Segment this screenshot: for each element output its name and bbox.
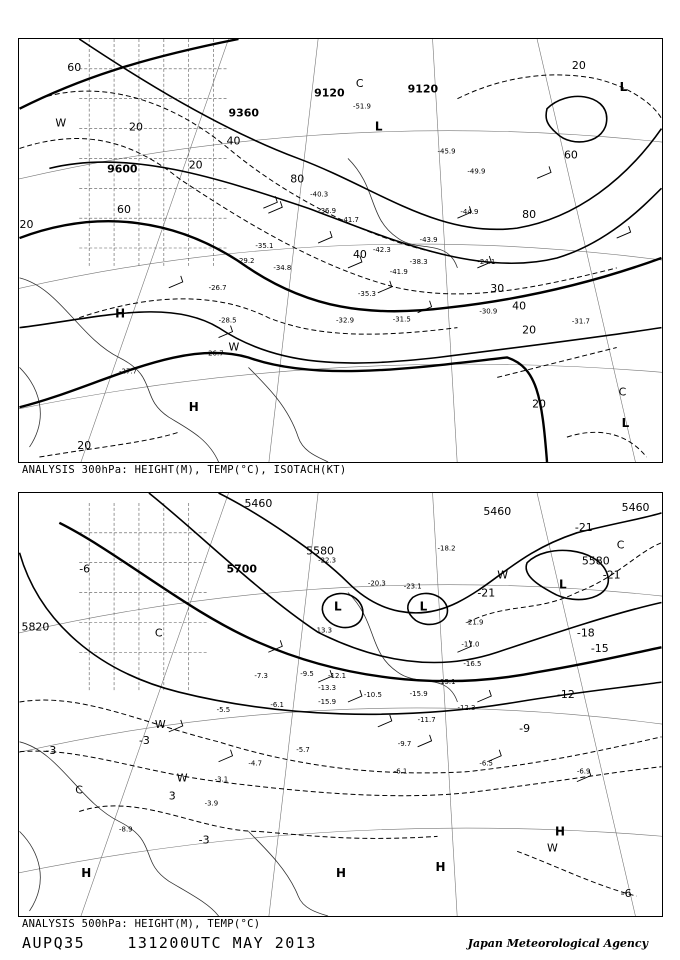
temp-label: -34.8 — [273, 263, 292, 272]
issuer-credit: Japan Meteorological Agency — [467, 937, 648, 950]
cold-center: C — [355, 76, 364, 90]
height-contour — [59, 520, 661, 681]
coast-west — [20, 831, 41, 911]
isotach-label: 20 — [77, 439, 92, 453]
isotherm-label: -21 — [602, 568, 621, 582]
temp-label: -6.5 — [479, 759, 493, 768]
isotherm-label: -6 — [79, 562, 91, 576]
isotach-label: 20 — [522, 323, 537, 337]
isotach-label: 40 — [512, 299, 527, 313]
high-center: H — [115, 306, 126, 321]
isotach-label: 60 — [67, 60, 82, 74]
warm-center: W — [55, 116, 67, 130]
temp-label: -24.1 — [477, 257, 496, 266]
height-label: 5460 — [483, 504, 512, 518]
high-center: H — [554, 824, 565, 839]
height-label: 9600 — [107, 162, 138, 176]
temp-label: -6.1 — [393, 767, 408, 776]
temp-label: -12.3 — [457, 703, 476, 712]
height-contour — [20, 221, 662, 311]
hatch-lines — [89, 503, 189, 692]
temp-label: -15.9 — [409, 690, 428, 699]
low-center: L — [621, 416, 630, 431]
height-label: 5580 — [306, 544, 335, 558]
height-label: 9120 — [314, 86, 345, 100]
cold-hatch-region — [79, 503, 208, 692]
temp-label: -32.9 — [336, 316, 355, 325]
isotherm-label: -18 — [576, 626, 595, 640]
isotherm — [517, 851, 636, 896]
chart-id: AUPQ35 — [22, 934, 86, 952]
temp-label: -3.1 — [214, 775, 229, 784]
isotherm — [20, 751, 662, 796]
temp-label: -42.3 — [372, 245, 391, 254]
temp-label: -16.5 — [463, 660, 482, 669]
isotach-contours — [20, 75, 662, 457]
low-center: L — [334, 599, 342, 614]
temp-label: -31.5 — [392, 315, 411, 324]
temp-label: -13.3 — [314, 626, 333, 635]
temp-label: -41.7 — [340, 216, 359, 225]
height-label: 5820 — [21, 620, 50, 634]
height-contour — [219, 493, 662, 613]
isotach-label: 80 — [290, 172, 305, 186]
longitude-line — [268, 39, 318, 462]
isotherm-contours — [20, 543, 662, 896]
analysis-500hpa-map — [18, 492, 663, 917]
map-500-canvas — [19, 493, 662, 916]
temp-label: -11.7 — [417, 715, 436, 724]
longitude-line — [537, 39, 637, 462]
isotherm-label: -21 — [574, 520, 593, 534]
high-center: H — [81, 866, 92, 881]
temp-label: -41.9 — [389, 267, 408, 276]
warm-center: W — [154, 717, 166, 731]
temp-label: -4.7 — [248, 759, 263, 768]
temp-label: -45.9 — [437, 147, 456, 156]
temp-label: -9.5 — [300, 670, 314, 679]
temp-label: -35.1 — [255, 242, 274, 251]
cold-center: C — [75, 783, 83, 797]
isotherm-label: -15 — [590, 642, 609, 656]
warm-center: W — [228, 340, 240, 354]
temp-label: -29.2 — [236, 256, 255, 265]
hatch-lines — [79, 533, 208, 652]
temp-label: -43.9 — [419, 236, 438, 245]
temp-label: -51.9 — [352, 102, 371, 111]
temp-label: -17.0 — [461, 640, 480, 649]
high-center: H — [188, 400, 199, 415]
longitude-line — [79, 493, 228, 916]
temp-label: -8.9 — [119, 825, 133, 834]
cold-center: C — [616, 538, 625, 552]
longitude-line — [433, 39, 458, 462]
height-contour-closed-low — [546, 96, 607, 142]
isotach-label: 80 — [522, 208, 537, 222]
low-center: L — [374, 119, 383, 134]
low-center: L — [419, 599, 428, 614]
coast-japan — [248, 367, 328, 462]
isotach-label: 40 — [226, 134, 241, 148]
isotach-label: 20 — [129, 120, 143, 134]
isotach — [457, 75, 661, 119]
temp-label: -10.5 — [363, 691, 382, 700]
isotherm-label: -6 — [620, 887, 632, 901]
temperature-labels — [119, 103, 590, 376]
low-center: L — [558, 577, 567, 592]
temp-label: -20.3 — [367, 579, 386, 588]
high-center: H — [336, 866, 347, 881]
isotach-label: 60 — [563, 148, 578, 162]
temp-label: -44.9 — [460, 208, 479, 217]
height-label: 5580 — [581, 554, 610, 568]
graticule — [19, 39, 662, 462]
temp-label: -38.3 — [409, 257, 428, 266]
temp-label: -35.3 — [357, 289, 376, 298]
temp-label: -13.3 — [318, 684, 337, 693]
isotach-label: 20 — [19, 218, 34, 232]
wind-barbs — [169, 640, 591, 781]
isotherm-label: -3 — [138, 733, 150, 747]
temp-label: -6.1 — [270, 700, 284, 709]
analysis-300hpa-map — [18, 38, 663, 463]
temp-label: -21.9 — [465, 618, 484, 627]
temp-label: -23.1 — [403, 582, 422, 591]
height-label: 5700 — [226, 562, 257, 576]
longitude-line — [79, 39, 228, 462]
wind-barb — [169, 640, 591, 781]
temp-label: -15.1 — [437, 678, 456, 687]
temp-label: -3.9 — [204, 799, 219, 808]
isotach — [567, 432, 647, 457]
low-center: L — [619, 79, 628, 94]
temp-label: -28.5 — [218, 316, 237, 325]
valid-time: 131200UTC MAY 2013 — [127, 934, 317, 952]
height-label: 9360 — [228, 106, 259, 120]
warm-center: W — [176, 771, 188, 785]
height-contour — [20, 39, 239, 109]
height-label: 9120 — [407, 82, 439, 96]
temp-label: -15.9 — [318, 698, 337, 707]
isotherm-label: 3 — [168, 789, 176, 803]
isotherm-labels — [45, 521, 631, 900]
temp-label: -7.3 — [254, 672, 268, 681]
temp-label: -31.7 — [571, 317, 590, 326]
temp-label: -26.7 — [205, 349, 224, 358]
high-center: H — [435, 860, 446, 875]
cold-center: C — [154, 626, 163, 640]
temp-label: -22.3 — [318, 556, 337, 565]
temp-label: -12.1 — [328, 672, 347, 681]
isotach-label: 40 — [352, 247, 367, 261]
isotach-label: 60 — [117, 203, 131, 217]
panel-caption-500hpa: ANALYSIS 500hPa: HEIGHT(M), TEMP(°C) — [22, 918, 261, 930]
latitude-line — [19, 244, 662, 298]
isotherm-label: -12 — [556, 688, 575, 702]
panel-caption-300hpa: ANALYSIS 300hPa: HEIGHT(M), TEMP(°C), ISOTACH(KT) — [22, 464, 347, 476]
isotach-label: 20 — [571, 58, 586, 72]
isotach-label: 20 — [532, 397, 547, 411]
warm-center: W — [547, 841, 558, 855]
temp-label: -26.7 — [208, 283, 227, 292]
isotherm-label: -3 — [198, 833, 210, 847]
isotach — [497, 348, 616, 378]
temp-label: -36.9 — [318, 207, 337, 216]
map-300-canvas — [19, 39, 662, 462]
isotherm-label: -21 — [477, 586, 496, 600]
isotherm-label: -9 — [519, 721, 531, 735]
cold-center: C — [618, 385, 627, 399]
temp-label: -30.9 — [479, 307, 498, 316]
longitude-line — [433, 493, 458, 916]
warm-center: W — [497, 568, 509, 582]
temp-label: -49.9 — [467, 167, 486, 176]
height-labels — [107, 83, 438, 176]
temp-label: -40.3 — [310, 190, 329, 199]
temp-label: -9.7 — [397, 739, 412, 748]
temp-label: -27.7 — [119, 367, 138, 376]
height-label: 5460 — [621, 500, 650, 514]
isotherm — [79, 806, 437, 839]
isotach — [39, 432, 178, 457]
temp-label: -18.2 — [437, 544, 456, 553]
isotherm-label: -3 — [45, 743, 57, 757]
coast-japan — [248, 831, 328, 916]
temp-label: -5.7 — [296, 745, 310, 754]
height-contour-closed-low — [322, 593, 363, 627]
height-contours — [20, 39, 662, 462]
temp-label: -5.5 — [216, 705, 231, 714]
isotach-label: 20 — [188, 158, 203, 172]
isotach-label: 30 — [490, 281, 505, 295]
temp-label: -6.9 — [576, 767, 591, 776]
height-label: 5460 — [244, 496, 273, 510]
chart-header — [22, 934, 317, 952]
